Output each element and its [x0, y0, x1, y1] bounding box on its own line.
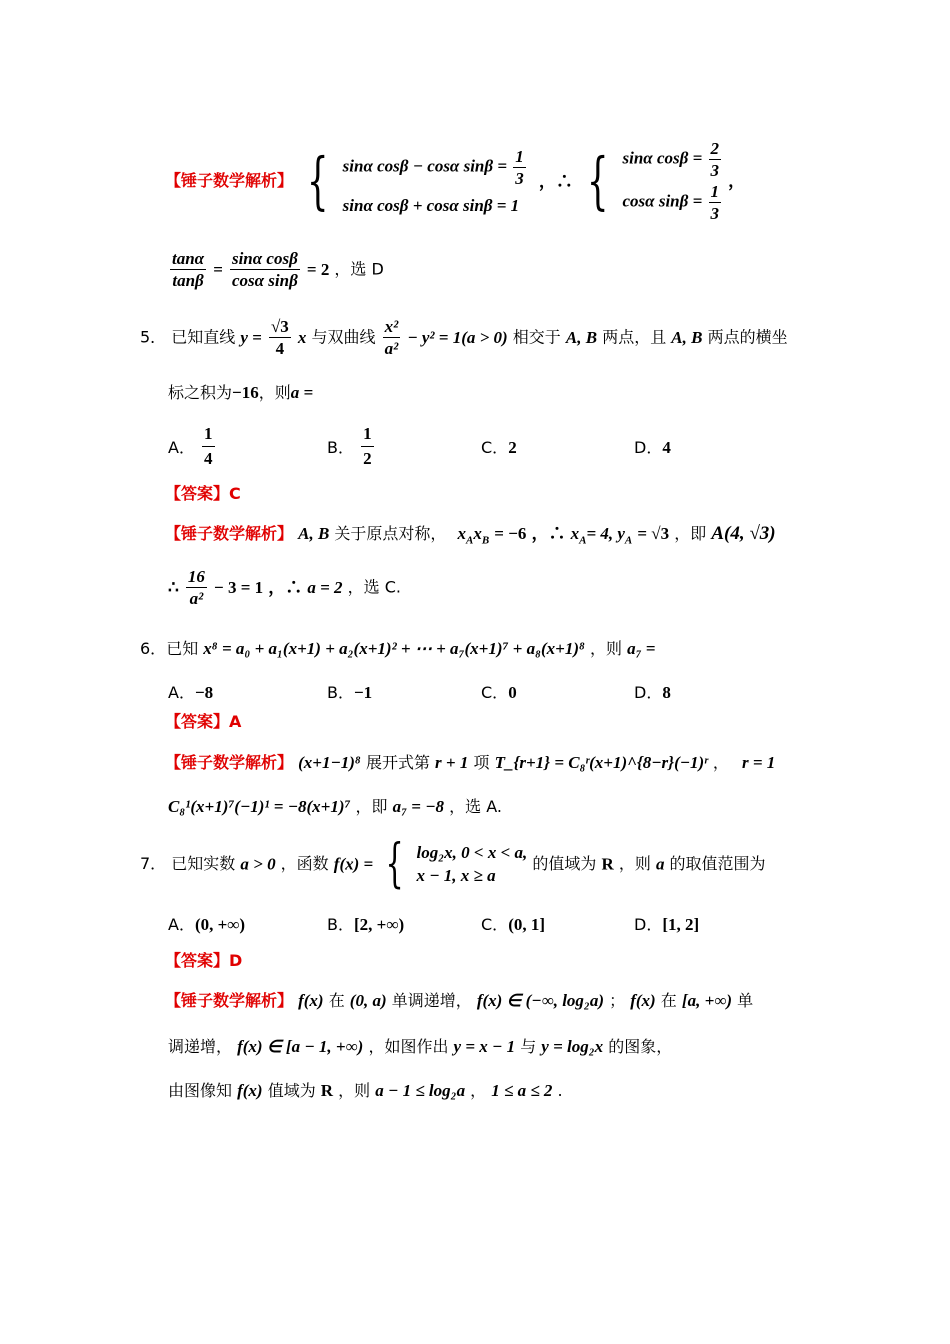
q6-analysis-line2: C₈¹(x+1)⁷(−1)¹ = −8(x+1)⁷ ，即 a₇ = −8 ，选 A. [168, 797, 502, 816]
q7-analysis-line3: 由图像知 f(x) 值域为 R ，则 a − 1 ≤ log₂a ， 1 ≤ a ≤ 2 . [168, 1081, 563, 1100]
q5-option-d[interactable]: D．4 [634, 438, 671, 457]
q5-stem-line2: 标之积为−16，则a = [168, 383, 314, 402]
analysis-tag: 【锤子数学解析】 [165, 171, 294, 190]
left-brace-1: { [306, 144, 329, 217]
q6-analysis-line1: 【锤子数学解析】 (x+1−1)⁸ 展开式第 r + 1 项 T_{r+1} = C₈ʳ(x+1)^{8−r}(−1)ʳ ， r = 1 [165, 753, 776, 772]
q6-option-c[interactable]: C．0 [481, 683, 517, 702]
piecewise-cases: log₂x, 0 < x < a, x − 1, x ≥ a [416, 843, 528, 885]
q7-answer: 【答案】D [165, 951, 243, 970]
q7-option-d[interactable]: D．[1, 2] [634, 915, 700, 934]
equation-system-1: sinα cosβ − cosα sinβ = $\frac{1}{3}$ sinα cosβ + cosα sinβ = 1 [342, 147, 524, 215]
q4-analysis-line1: 【锤子数学解析】 { sinα cosβ − cosα sinβ = $\frac{1}{3}$ sinα cosβ + cosα sinβ = 1 ，∴ { sinα cosβ = $\frac{2}{3}$ cosα sinβ = $\frac{1}{3}$ ， [165, 139, 746, 223]
equation-system-2: sinα cosβ = $\frac{2}{3}$ cosα sinβ = $\frac{1}{3}$ [622, 139, 720, 223]
q7-stem: 7． 已知实数 a > 0 ，函数 f(x) = { log₂x, 0 < x < a, x − 1, x ≥ a 的值域为 R ，则 a 的取值范围为 [140, 834, 766, 894]
q6-option-b[interactable]: B．−1 [327, 683, 373, 702]
q7-option-c[interactable]: C．(0, 1] [481, 915, 546, 934]
q5-option-b[interactable]: B． $\frac{1}{2}$ [327, 424, 372, 468]
q5-stem-line1: 5． 已知直线 y = $\frac{√3}{4}$ x 与双曲线 $\frac{\text{x²}}{\text{a²}}$ − y² = 1(a > 0) 相交于 A, B 两点，且 A, B 两点的横坐 [140, 317, 788, 358]
q5-analysis-line1: 【锤子数学解析】 A, B 关于原点对称， $x_Ax_B = -6$ ，∴ $x_A= 4$, $y_A = √3$ ，即 A(4, √3) [165, 523, 776, 547]
q7-option-a[interactable]: A．(0, +∞) [168, 915, 246, 934]
q6-answer: 【答案】A [165, 712, 242, 731]
q5-analysis-line2: ∴ $\frac{16}{\text{a²}}$ − 3 = 1 ，∴ a = 2 ，选 C. [168, 567, 401, 608]
q7-analysis-line1: 【锤子数学解析】 f(x) 在 (0, a) 单调递增， f(x) ∈ (−∞, log₂a) ； f(x) 在 [a, +∞) 单 [165, 991, 754, 1010]
q4-analysis-line2: $\frac{\tan\alpha}{\tan\beta}$ = $\frac{\text{sinα cosβ}}{\text{cosα sinβ}}$ = 2 ，选 D [172, 249, 384, 290]
left-brace-2: { [586, 144, 609, 217]
q5-option-c[interactable]: C．2 [481, 438, 517, 457]
q5-option-a[interactable]: A． $\frac{1}{4}$ [168, 424, 213, 468]
q5-answer: 【答案】C [165, 484, 241, 503]
q7-analysis-line2: 调递增， f(x) ∈ [a − 1, +∞) ，如图作出 y = x − 1 与 y = log₂x 的图象， [168, 1037, 673, 1056]
q7-option-b[interactable]: B．[2, +∞) [327, 915, 405, 934]
q6-stem: 6．已知 x⁸ = a₀ + a₁(x+1) + a₂(x+1)² + ⋯ + a₇(x+1)⁷ + a₈(x+1)⁸ ，则 a₇ = [140, 639, 656, 658]
left-brace-3: { [385, 834, 404, 894]
q6-option-d[interactable]: D．8 [634, 683, 671, 702]
q6-option-a[interactable]: A．−8 [168, 683, 214, 702]
